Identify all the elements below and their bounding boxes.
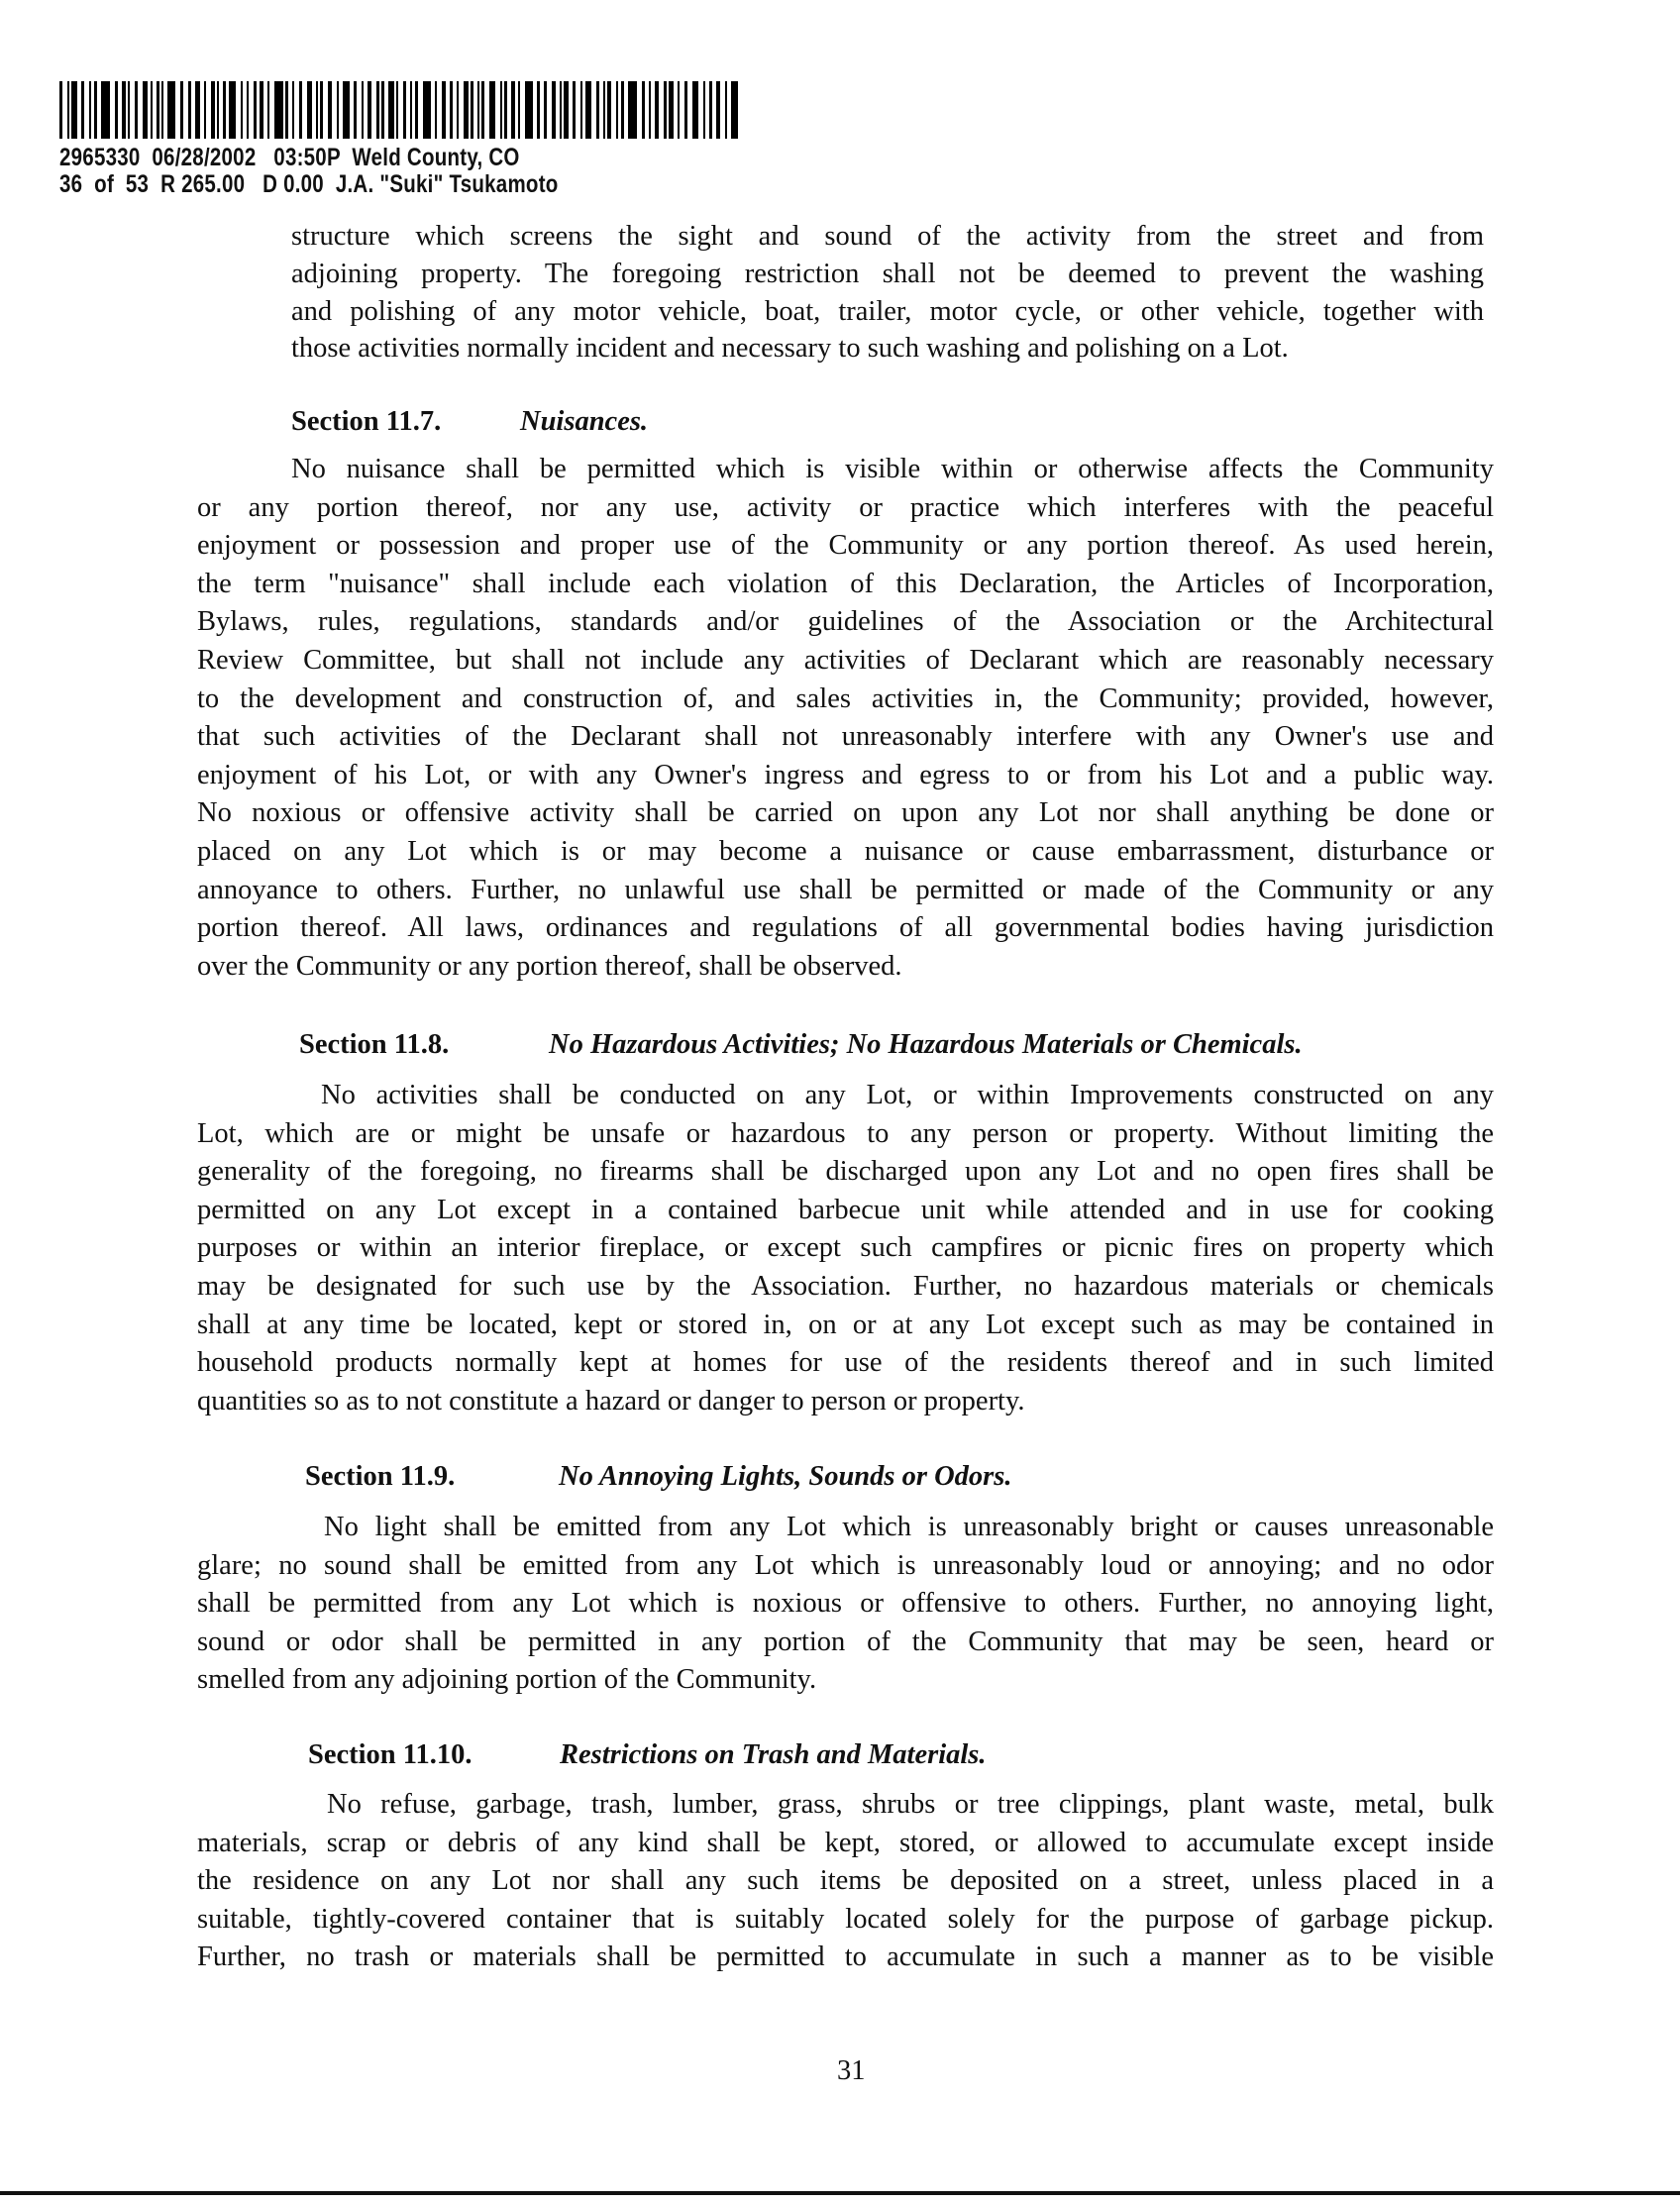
barcode-bar — [223, 81, 226, 139]
barcode-bar — [450, 81, 453, 139]
section-11-10-paragraph — [197, 1786, 1494, 1977]
barcode-bar — [180, 81, 183, 139]
text-line: No light shall be emitted from any Lot which is unreasonably bright or causes unreasonable — [324, 1512, 1494, 1542]
barcode-bar — [299, 81, 302, 139]
text-line: the term "nuisance" shall include each violation of this Declaration, the Articles of Incorporation, — [197, 568, 1494, 599]
text-line: those activities normally incident and necessary to such washing and polishing on a Lot. — [291, 333, 1289, 365]
text-line: that such activities of the Declarant shall not unreasonably interfere with any Owner's use and — [197, 721, 1494, 753]
section-title: Restrictions on Trash and Materials. — [560, 1739, 987, 1770]
barcode-bar — [337, 81, 339, 139]
barcode-bar — [552, 81, 556, 139]
barcode-bar — [664, 81, 667, 139]
text-line: glare; no sound shall be emitted from any Lot which is unreasonably loud or annoying; and no odor — [197, 1549, 1494, 1581]
barcode-bar — [731, 81, 738, 139]
barcode-bar — [585, 81, 591, 139]
text-line: quantities so as to not constitute a hazard or danger to person or property. — [197, 1385, 1025, 1417]
barcode-bar — [603, 81, 605, 139]
barcode-bar — [204, 81, 206, 139]
barcode-bar — [678, 81, 680, 139]
barcode-bar — [143, 81, 148, 139]
text-line: smelled from any adjoining portion of the Community. — [197, 1664, 817, 1696]
barcode-bar — [135, 81, 138, 139]
barcode-bar — [504, 81, 507, 139]
barcode-bar — [415, 81, 418, 139]
barcode-bar — [211, 81, 215, 139]
barcode-bar — [81, 81, 84, 139]
text-line: shall be permitted from any Lot which is noxious or offensive to others. Further, no annoying light, — [197, 1588, 1494, 1620]
section-number: Section 11.8. — [299, 1029, 450, 1060]
barcode-bar — [362, 81, 364, 139]
barcode-bar — [642, 81, 645, 139]
barcode-bar — [596, 81, 599, 139]
section-11-8-paragraph — [197, 1077, 1494, 1420]
barcode-bar — [122, 81, 126, 139]
text-line: enjoyment or possession and proper use of the Community or any portion thereof. As used herein, — [197, 530, 1494, 562]
bottom-rule — [0, 2191, 1680, 2195]
barcode-bar — [464, 81, 469, 139]
barcode-bar — [247, 81, 249, 139]
barcode-bar — [217, 81, 219, 139]
barcode-bar — [511, 81, 515, 139]
barcode-bar — [709, 81, 712, 139]
barcode-bar — [481, 81, 484, 139]
barcode-bar — [684, 81, 687, 139]
text-line: placed on any Lot which is or may become a nuisance or cause embarrassment, disturbance or — [197, 835, 1494, 867]
barcode-bar — [368, 81, 371, 139]
text-line: the residence on any Lot nor shall any such items be deposited on a street, unless placed in a — [197, 1865, 1494, 1897]
text-line: Lot, which are or might be unsafe or hazardous to any person or property. Without limiting the — [197, 1117, 1494, 1149]
text-line: household products normally kept at homes for use of the residents thereof and in such limited — [197, 1347, 1494, 1379]
barcode-bar — [716, 81, 720, 139]
text-line: materials, scrap or debris of any kind shall be kept, stored, or allowed to accumulate except inside — [197, 1827, 1494, 1858]
page-number: 31 — [837, 2055, 866, 2086]
text-line: permitted on any Lot except in a contained barbecue unit while attended and in use for cooking — [197, 1194, 1494, 1225]
continuation-paragraph — [291, 218, 1484, 367]
barcode-bar — [435, 81, 437, 139]
barcode-bar — [388, 81, 394, 139]
text-line: structure which screens the sight and sound of the activity from the street and from — [291, 221, 1484, 252]
barcode-bar — [94, 81, 97, 139]
barcode-bar — [285, 81, 288, 139]
barcode-bar — [161, 81, 163, 139]
barcode-bar — [471, 81, 473, 139]
barcode-bar — [292, 81, 294, 139]
barcode-bar — [115, 81, 118, 139]
text-line: may be designated for such use by the Association. Further, no hazardous materials or chemicals — [197, 1270, 1494, 1302]
barcode-bar — [655, 81, 659, 139]
text-line: enjoyment of his Lot, or with any Owner's ingress and egress to or from his Lot and a public way. — [197, 759, 1494, 790]
barcode-bar — [607, 81, 611, 139]
section-title: No Hazardous Activities; No Hazardous Materials or Chemicals. — [549, 1029, 1303, 1060]
recording-stamp-line-1: 2965330 06/28/2002 03:50P Weld County, CO — [59, 144, 520, 171]
barcode-bar — [320, 81, 323, 139]
barcode-bar — [307, 81, 312, 139]
text-line: shall at any time be located, kept or stored in, on or at any Lot except such as may be contained in — [197, 1309, 1494, 1340]
text-line: No nuisance shall be permitted which is visible within or otherwise affects the Community — [291, 454, 1494, 484]
text-line: annoyance to others. Further, no unlawful use shall be permitted or made of the Community or any — [197, 874, 1494, 905]
barcode-bar — [537, 81, 540, 139]
text-line: and polishing of any motor vehicle, boat, trailer, motor cycle, or other vehicle, together with — [291, 295, 1484, 327]
barcode-bar — [67, 81, 69, 139]
section-title: Nuisances. — [520, 406, 649, 437]
barcode-bar — [573, 81, 576, 139]
barcode-bar — [669, 81, 674, 139]
text-line: No noxious or offensive activity shall be carried on upon any Lot nor shall anything be done or — [197, 797, 1494, 829]
barcode-bar — [167, 81, 175, 139]
text-line: or any portion thereof, nor any use, activity or practice which interferes with the peaceful — [197, 491, 1494, 523]
section-title: No Annoying Lights, Sounds or Odors. — [559, 1461, 1012, 1492]
barcode-bar — [195, 81, 200, 139]
barcode-bar — [525, 81, 533, 139]
barcode-bar — [267, 81, 269, 139]
barcode-bar — [410, 81, 412, 139]
barcode-bar — [241, 81, 243, 139]
barcode-bar — [628, 81, 637, 139]
barcode-bar — [101, 81, 110, 139]
recording-stamp-line-2: 36 of 53 R 265.00 D 0.00 J.A. "Suki" Tsukamoto — [59, 170, 559, 198]
text-line: adjoining property. The foregoing restriction shall not be deemed to prevent the washing — [291, 258, 1484, 289]
barcode-bar — [260, 81, 263, 139]
barcode-bar — [59, 81, 62, 139]
barcode-bar — [343, 81, 350, 139]
barcode-bar — [89, 81, 91, 139]
barcode-bar — [354, 81, 357, 139]
barcode-bar — [703, 81, 705, 139]
barcode-bar — [396, 81, 398, 139]
barcode-bar — [381, 81, 384, 139]
barcode-bar — [457, 81, 459, 139]
recording-barcode — [59, 81, 743, 139]
barcode-bar — [560, 81, 562, 139]
text-line: suitable, tightly-covered container that is suitably located solely for the purpose of garbage pickup. — [197, 1903, 1494, 1935]
text-line: No activities shall be conducted on any Lot, or within Improvements constructed on any — [321, 1080, 1494, 1110]
text-line: over the Community or any portion thereof, shall be observed. — [197, 950, 902, 982]
barcode-bar — [316, 81, 318, 139]
text-line: purposes or within an interior fireplace, or except such campfires or picnic fires on property which — [197, 1232, 1494, 1264]
barcode-bar — [376, 81, 379, 139]
barcode-bar — [725, 81, 727, 139]
barcode-bar — [423, 81, 431, 139]
section-number: Section 11.10. — [308, 1739, 472, 1770]
barcode-bar — [188, 81, 191, 139]
barcode-bar — [157, 81, 159, 139]
barcode-bar — [616, 81, 618, 139]
text-line: portion thereof. All laws, ordinances and regulations of all governmental bodies having jurisdiction — [197, 912, 1494, 944]
barcode-bar — [621, 81, 624, 139]
barcode-bar — [489, 81, 495, 139]
barcode-bar — [692, 81, 698, 139]
section-number: Section 11.9. — [305, 1461, 456, 1492]
barcode-bar — [128, 81, 130, 139]
text-line: to the development and construction of, and sales activities in, the Community; provided, however, — [197, 682, 1494, 714]
text-line: Review Committee, but shall not include any activities of Declarant which are reasonably necessary — [197, 644, 1494, 676]
barcode-bar — [403, 81, 406, 139]
section-11-9-paragraph — [197, 1509, 1494, 1700]
barcode-bar — [580, 81, 582, 139]
barcode-bar — [274, 81, 283, 139]
barcode-bar — [442, 81, 446, 139]
barcode-bar — [71, 81, 77, 139]
text-line: sound or odor shall be permitted in any portion of the Community that may be seen, heard or — [197, 1626, 1494, 1657]
barcode-bar — [500, 81, 502, 139]
barcode-bar — [564, 81, 569, 139]
barcode-bar — [477, 81, 479, 139]
barcode-bar — [544, 81, 547, 139]
barcode-bar — [328, 81, 332, 139]
barcode-bar — [518, 81, 520, 139]
barcode-bar — [229, 81, 236, 139]
text-line: No refuse, garbage, trash, lumber, grass, shrubs or tree clippings, plant waste, metal, bulk — [327, 1789, 1494, 1820]
text-line: Further, no trash or materials shall be permitted to accumulate in such a manner as to be visible — [197, 1942, 1494, 1973]
barcode-bar — [151, 81, 153, 139]
section-11-7-paragraph — [197, 451, 1494, 986]
text-line: Bylaws, rules, regulations, standards and/or guidelines of the Association or the Architectural — [197, 606, 1494, 638]
barcode-bar — [649, 81, 651, 139]
section-number: Section 11.7. — [291, 406, 442, 437]
text-line: generality of the foregoing, no firearms shall be discharged upon any Lot and no open fires shall be — [197, 1156, 1494, 1188]
barcode-bar — [254, 81, 257, 139]
